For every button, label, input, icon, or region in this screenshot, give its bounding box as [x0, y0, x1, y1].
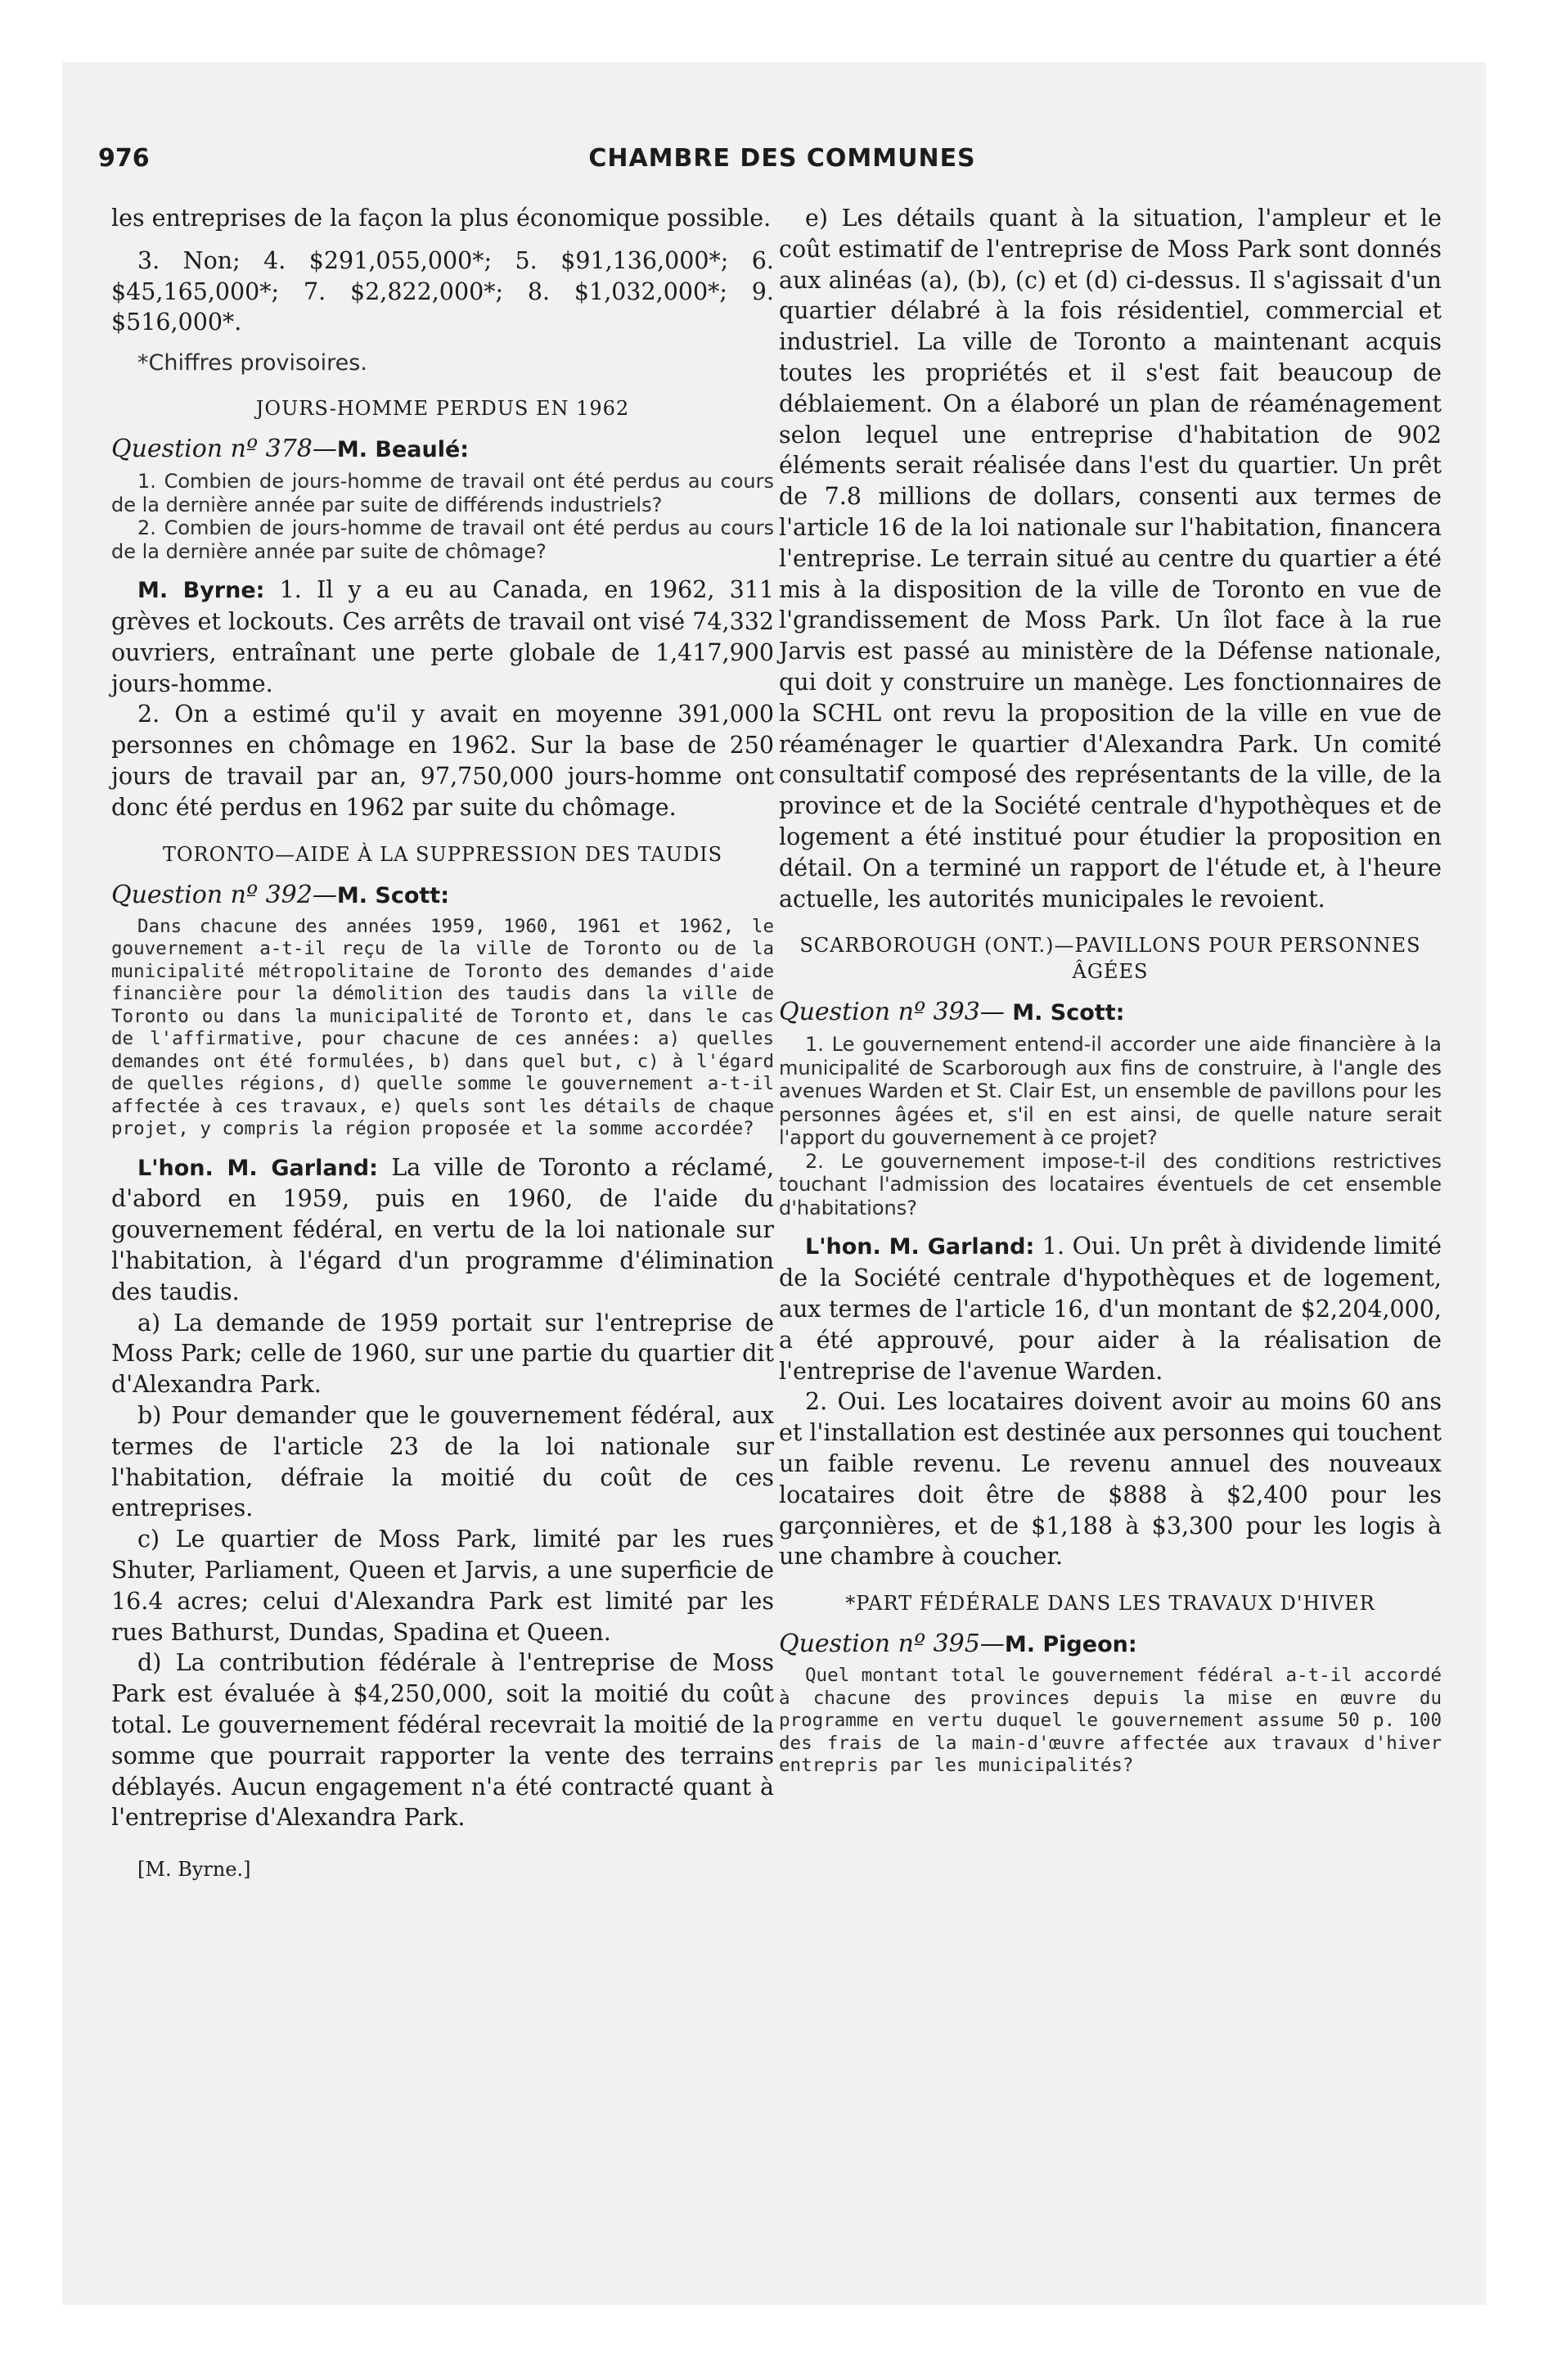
page-number: 976	[98, 144, 150, 173]
page-header	[98, 144, 998, 185]
paragraph: les entreprises de la façon la plus économique possible.	[111, 205, 772, 232]
question-item: 2. Le gouvernement impose-t-il des conditions restrictives touchant l'admission des locataires éventuels de cet ensemble d'habitations?	[779, 1149, 1442, 1219]
answer-paragraph: a) La demande de 1959 portait sur l'entreprise de Moss Park; celle de 1960, sur une partie du quartier dit d'Alexandra Park.	[111, 1309, 774, 1399]
answer-paragraph: c) Le quartier de Moss Park, limité par les rues Shuter, Parliament, Queen et Jarvis, a une superficie de 16.4 acres; celui d'Alexandra Park est limité par les rues Bathurst, Dundas, Spadina et Queen.	[111, 1526, 774, 1646]
question-line	[779, 996, 1442, 1030]
answer-text: 1. Il y a eu au Canada, en 1962, 311 grèves et lockouts. Ces arrêts de travail ont visé 74,332 ouvriers, entraînant une perte globale de 1,417,900 jours-homme.	[111, 576, 775, 697]
question-body	[111, 470, 774, 563]
question-label: Question nº 378—	[111, 435, 337, 464]
answer-paragraph: d) La contribution fédérale à l'entreprise de Moss Park est évaluée à $4,250,000, soit la moitié du coût total. Le gouvernement fédéral recevrait la moitié de la somme que pourrait rapporter la vente des terrains déblayés. Aucun engagement n'a été contracté quant à l'entreprise d'Alexandra Park.	[111, 1649, 774, 1832]
question-body	[779, 1665, 1442, 1778]
left-column	[111, 203, 774, 1886]
speaker-name: L'hon. M. Garland:	[137, 1155, 378, 1181]
speaker-signature: [M. Byrne.]	[137, 1858, 251, 1882]
answer-paragraph: 2. Oui. Les locataires doivent avoir au moins 60 ans et l'installation est destinée aux personnes qui touchent un faible revenu. Le revenu annuel des nouveaux locataires doit être de $888 à $2,400 pour les garçonnières, et de $1,188 à $3,300 pour les logis à une chambre à coucher.	[779, 1388, 1442, 1571]
section-heading: *PART FÉDÉRALE DANS LES TRAVAUX D'HIVER	[845, 1592, 1375, 1616]
answer-paragraph	[779, 1231, 1442, 1386]
question-label: Question nº 393—	[779, 998, 1005, 1027]
question-body	[779, 1033, 1442, 1219]
question-label: Question nº 392—	[111, 880, 337, 909]
answer-paragraph: e) Les détails quant à la situation, l'ampleur et le coût estimatif de l'entreprise de Moss Park sont donnés aux alinéas (a), (b), (c) et (d) ci-dessus. Il s'agissait d'un quartier délabré à la fois résidentiel, commercial et industriel. La ville de Toronto a maintenant acquis toutes les propriétés et il s'est fait beaucoup de déblaiement. On a élaboré un plan de réaménagement selon lequel une entreprise d'habitation de 902 éléments serait réalisée dans l'est du quartier. Un prêt de 7.8 millions de dollars, consenti aux termes de l'article 16 de la loi nationale sur l'habitation, financera l'entreprise. Le terrain situé au centre du quartier a été mis à la disposition de la ville de Toronto en vue de l'grandissement de Moss Park. Un îlot face à la rue Jarvis est passé au ministère de la Défense nationale, qui doit y construire un manège. Les fonctionnaires de la SCHL ont revu la proposition de la ville en vue de réaménager le quartier d'Alexandra Park. Un comité consultatif composé des représentants de la ville, de la province et de la Société centrale d'hypothèques et de logement a été institué pour étudier la proposition en détail. On a terminé un rapport de l'étude et, à l'heure actuelle, les autorités municipales le revoient.	[779, 205, 1442, 913]
question-item: Dans chacune des années 1959, 1960, 1961 et 1962, le gouvernement a-t-il reçu de la ville de Toronto ou de la municipalité métropolitaine de Toronto des demandes d'aide financière pour la démolition des taudis dans la ville de Toronto ou dans la municipalité de Toronto et, dans le cas de l'affirmative, pour chacune de ces années: a) quelles demandes ont été formulées, b) dans quel but, c) à l'égard de quelles régions, d) quelle somme le gouvernement a-t-il affectée à ces travaux, e) quels sont les détails de chaque projet, y compris la région proposée et la somme accordée?	[111, 915, 774, 1140]
question-item: 2. Combien de jours-homme de travail ont été perdus au cours de la dernière année par suite de chômage?	[111, 516, 774, 563]
question-item: 1. Combien de jours-homme de travail ont été perdus au cours de la dernière année par suite de différends industriels?	[111, 470, 774, 516]
running-title: CHAMBRE DES COMMUNES	[588, 144, 976, 173]
section-heading: JOURS-HOMME PERDUS EN 1962	[255, 397, 630, 421]
footnote: *Chiffres provisoires.	[137, 350, 367, 376]
question-label: Question nº 395—	[779, 1629, 1005, 1659]
answer-figures: 3. Non; 4. $291,055,000*; 5. $91,136,000*; 6. $45,165,000*; 7. $2,822,000*; 8. $1,032,000*; 9. $516,000*.	[111, 246, 774, 336]
question-member: M. Beaulé:	[336, 437, 470, 463]
answer-paragraph	[111, 1152, 774, 1308]
question-item: 1. Le gouvernement entend-il accorder une aide financière à la municipalité de Scarborough aux fins de construire, à l'angle des avenues Warden et St. Clair Est, un ensemble de pavillons pour les personnes âgées et, s'il en est ainsi, de quelle nature serait l'apport du gouvernement à ce projet?	[779, 1033, 1442, 1150]
question-member: M. Pigeon:	[1004, 1632, 1137, 1658]
question-line	[779, 1628, 1442, 1661]
question-line	[111, 433, 774, 467]
section-heading: TORONTO—AIDE À LA SUPPRESSION DES TAUDIS	[162, 842, 723, 866]
answer-paragraph: b) Pour demander que le gouvernement fédéral, aux termes de l'article 23 de la loi nationale sur l'habitation, défraie la moitié du coût de ces entreprises.	[111, 1401, 774, 1522]
question-body	[111, 916, 774, 1141]
answer-paragraph: 2. On a estimé qu'il y avait en moyenne 391,000 personnes en chômage en 1962. Sur la base de 250 jours de travail par an, 97,750,000 jours-homme ont donc été perdus en 1962 par suite du chômage.	[111, 701, 774, 821]
answer-paragraph	[111, 575, 774, 699]
section-heading: SCARBOROUGH (ONT.)—PAVILLONS POUR PERSONNES ÂGÉES	[799, 934, 1421, 984]
question-item: Quel montant total le gouvernement fédéral a-t-il accordé à chacune des provinces depuis la mise en œuvre du programme en vertu duquel le gouvernement assume 50 p. 100 des frais de la main-d'œuvre affectée aux travaux d'hiver entrepris par les municipalités?	[779, 1665, 1442, 1777]
right-column	[779, 203, 1442, 1778]
speaker-name: L'hon. M. Garland:	[805, 1234, 1035, 1260]
question-member: M. Scott:	[1004, 1000, 1125, 1026]
question-member: M. Scott:	[336, 882, 449, 908]
question-line	[111, 879, 774, 913]
answer-text: La ville de Toronto a réclamé, d'abord en 1959, puis en 1960, de l'aide du gouvernement fédéral, en vertu de la loi nationale sur l'habitation, à l'égard d'un programme d'élimination des taudis.	[111, 1153, 774, 1305]
speaker-name: M. Byrne:	[137, 578, 265, 604]
answer-text: 1. Oui. Un prêt à dividende limité de la Société centrale d'hypothèques et de logement, aux termes de l'article 16, d'un montant de $2,204,000, a été approuvé, pour aider à la réalisation de l'entreprise de l'avenue Warden.	[779, 1233, 1442, 1385]
